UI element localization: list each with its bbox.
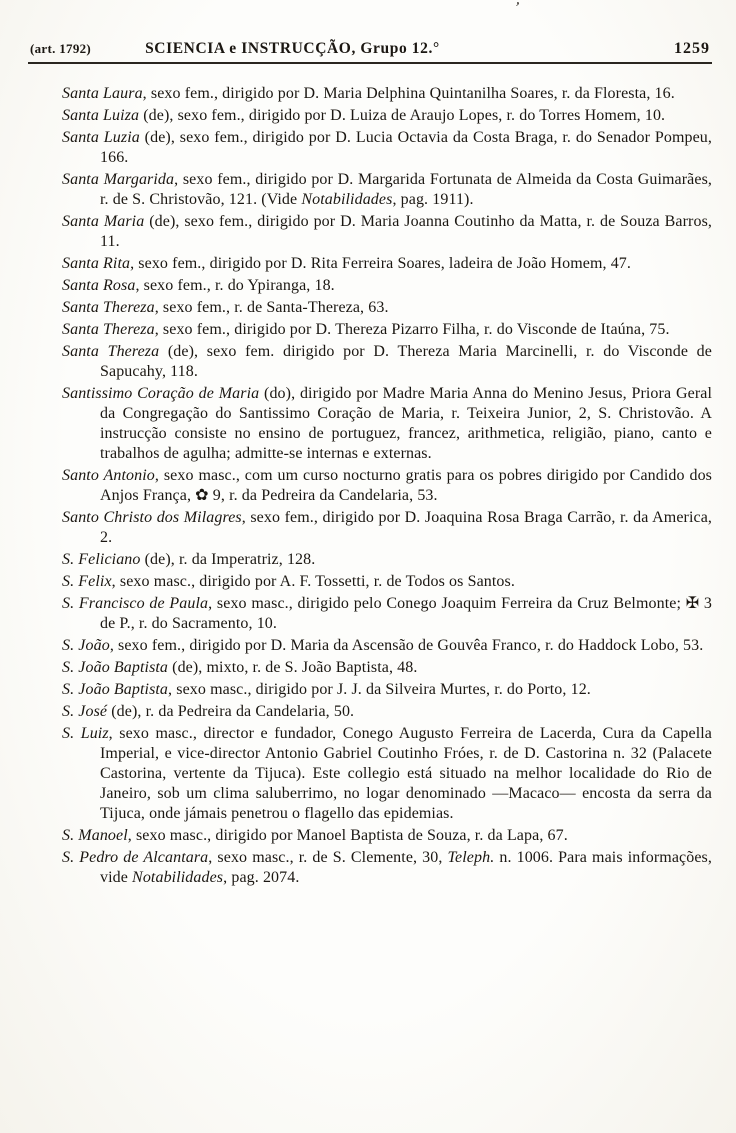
entry-text: (de), mixto, r. de S. João Baptista, 48. xyxy=(168,659,418,676)
entry-name: Notabilidades xyxy=(132,869,224,886)
entry-name: Santa Luzia xyxy=(62,129,140,146)
entry-text: , sexo fem., dirigido por D. Maria Delphina Quintanilha Soares, r. da Floresta, 16. xyxy=(142,85,675,102)
entry-name: Santa Luiza xyxy=(62,107,140,124)
directory-entry xyxy=(62,724,712,824)
directory-entry xyxy=(62,466,712,506)
directory-entry xyxy=(62,342,712,382)
directory-entry xyxy=(62,680,712,700)
entry-name: Santa Maria xyxy=(62,213,145,230)
entry-name: Santa Thereza xyxy=(62,343,160,360)
directory-entry xyxy=(62,702,712,722)
entry-text: , sexo masc., com um curso nocturno gratis para os pobres dirigido por Candido dos Anjos França, ✿ 9, r. da Pedreira da Candelaria, 53. xyxy=(100,467,712,504)
entry-text: , sexo masc., dirigido pelo Conego Joaquim Ferreira da Cruz Belmonte; ✠ 3 de P., r. do Sacramento, 10. xyxy=(100,595,713,632)
entry-text: , pag. 2074. xyxy=(223,869,300,886)
running-head xyxy=(30,40,710,58)
entry-name: Teleph. xyxy=(447,849,495,866)
directory-entry xyxy=(62,658,712,678)
entry-list xyxy=(62,84,712,890)
entry-name: S. João xyxy=(62,637,110,654)
entry-text: , sexo masc., dirigido por Manoel Baptista de Souza, r. da Lapa, 67. xyxy=(127,827,568,844)
entry-text: , sexo fem., dirigido por D. Rita Ferreira Soares, ladeira de João Homem, 47. xyxy=(130,255,632,272)
entry-text: , sexo fem., dirigido por D. Joaquina Rosa Braga Carrão, r. da America, 2. xyxy=(100,509,712,546)
entry-name: Santissimo Coração de Maria xyxy=(62,385,260,402)
directory-entry xyxy=(62,508,712,548)
entry-name: Santo Christo dos Milagres xyxy=(62,509,242,526)
entry-name: Notabilidades xyxy=(301,191,393,208)
directory-entry xyxy=(62,298,712,318)
directory-entry xyxy=(62,594,712,634)
entry-name: Santo Antonio xyxy=(62,467,155,484)
scan-artifact: ’ xyxy=(512,0,521,17)
entry-text: , pag. 1911). xyxy=(392,191,474,208)
directory-entry xyxy=(62,170,712,210)
entry-name: S. Francisco de Paula xyxy=(62,595,209,612)
entry-text: , sexo fem., dirigido por D. Margarida Fortunata de Almeida da Costa Guimarães, r. de S. Christovão, 121. (Vide xyxy=(100,171,713,208)
entry-name: Santa Rita xyxy=(62,255,131,272)
directory-entry xyxy=(62,254,712,274)
directory-entry xyxy=(62,320,712,340)
entry-text: , sexo fem., dirigido por D. Maria da Ascensão de Gouvêa Franco, r. do Haddock Lobo, 53. xyxy=(109,637,704,654)
directory-entry xyxy=(62,636,712,656)
entry-text: (de), r. da Imperatriz, 128. xyxy=(140,551,316,568)
entry-name: Santa Rosa xyxy=(62,277,136,294)
entry-name: S. José xyxy=(62,703,108,720)
entry-text: , sexo masc., r. de S. Clemente, 30, xyxy=(208,849,448,866)
page-number: 1259 xyxy=(674,40,710,57)
entry-text: (de), sexo fem., dirigido por D. Luiza de Araujo Lopes, r. do Torres Homem, 10. xyxy=(139,107,666,124)
entry-name: Santa Laura xyxy=(62,85,143,102)
entry-name: S. Feliciano xyxy=(62,551,141,568)
directory-entry xyxy=(62,572,712,592)
entry-text: (de), sexo fem., dirigido por D. Maria Joanna Coutinho da Matta, r. de Souza Barros, 11. xyxy=(100,213,712,250)
entry-name: S. João Baptista xyxy=(62,659,169,676)
directory-entry xyxy=(62,848,712,888)
entry-name: S. Pedro de Alcantara xyxy=(62,849,209,866)
entry-name: S. Luiz xyxy=(62,725,109,742)
directory-entry xyxy=(62,128,712,168)
entry-name: Santa Thereza xyxy=(62,299,155,316)
entry-text: , sexo fem., r. de Santa-Thereza, 63. xyxy=(154,299,389,316)
entry-name: S. João Baptista xyxy=(62,681,169,698)
entry-text: , sexo masc., director e fundador, Conego Augusto Ferreira de Lacerda, Cura da Capella Imperial, e vice-director Antonio Gabriel Coutinho Fróes, r. de D. Castorina n. 32 (Palacete Castorina, vertente da Tijuca). Este collegio está situado na melhor localidade do Rio de Janeiro, sob um clima saluberrimo, no logar denominado —Macaco— encosta da serra da Tijuca, onde jámais penetrou o flagello das epidemias. xyxy=(100,725,712,822)
entry-text: (de), sexo fem. dirigido por D. Thereza Maria Marcinelli, r. do Visconde de Sapucahy, 118. xyxy=(100,343,712,380)
directory-entry xyxy=(62,84,712,104)
entry-text: , sexo masc., dirigido por A. F. Tossetti, r. de Todos os Santos. xyxy=(111,573,515,590)
entry-text: , sexo fem., r. do Ypiranga, 18. xyxy=(135,277,335,294)
entry-name: S. Manoel xyxy=(62,827,128,844)
entry-text: , sexo masc., dirigido por J. J. da Silveira Murtes, r. do Porto, 12. xyxy=(168,681,591,698)
entry-name: Santa Thereza xyxy=(62,321,155,338)
directory-entry xyxy=(62,106,712,126)
entry-text: (de), sexo fem., dirigido por D. Lucia Octavia da Costa Braga, r. do Senador Pompeu, 166. xyxy=(100,129,712,166)
entry-text: n. 1006. Para mais informações, vide xyxy=(100,849,712,886)
article-reference: (art. 1792) xyxy=(30,41,92,56)
entry-text: (do), dirigido por Madre Maria Anna do Menino Jesus, Priora Geral da Congregação do Santissimo Coração de Maria, r. Teixeira Junior, 2, S. Christovão. A instrucção consiste no ensino de portuguez, francez, arithmetica, religião, piano, canto e trabalhos de agulha; admitte-se internas e externas. xyxy=(100,385,712,462)
directory-entry xyxy=(62,826,712,846)
entry-text: , sexo fem., dirigido por D. Thereza Pizarro Filha, r. do Visconde de Itaúna, 75. xyxy=(154,321,670,338)
entry-name: S. Felix xyxy=(62,573,112,590)
entry-name: Santa Margarida xyxy=(62,171,175,188)
header-rule xyxy=(28,62,712,64)
directory-entry xyxy=(62,276,712,296)
directory-entry xyxy=(62,550,712,570)
section-title: SCIENCIA e INSTRUCÇÃO, Grupo 12.° xyxy=(145,40,440,57)
directory-entry xyxy=(62,384,712,464)
entry-text: (de), r. da Pedreira da Candelaria, 50. xyxy=(107,703,355,720)
directory-entry xyxy=(62,212,712,252)
